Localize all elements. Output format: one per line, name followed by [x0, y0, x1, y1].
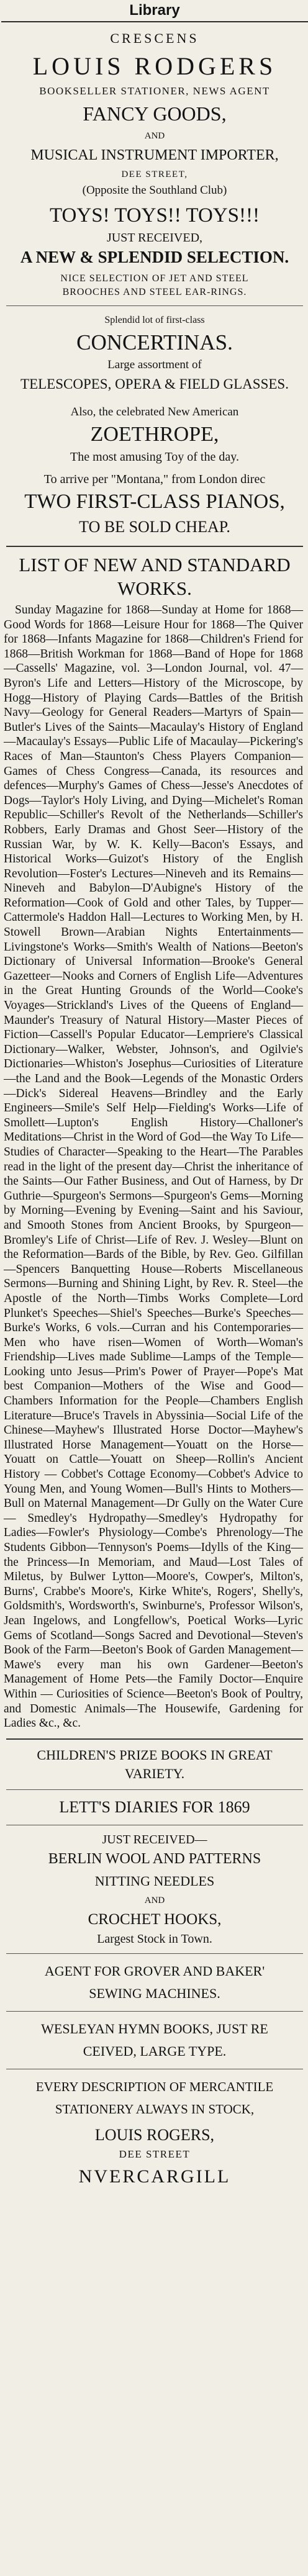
zoethrope-line: ZOETHROPE,: [90, 423, 219, 446]
wesleyan-line-1: WESLEYAN HYMN BOOKS, JUST RE: [41, 2020, 268, 2036]
list-heading-1: LIST OF NEW AND STANDARD: [19, 554, 291, 576]
rogers-name: LOUIS ROGERS,: [94, 2125, 215, 2144]
rogers-town: NVERCARGILL: [78, 2166, 231, 2187]
concertinas-line: CONCERTINAS.: [76, 330, 233, 355]
jet-line-2: BROOCHES AND STEEL EAR-RINGS.: [62, 287, 247, 297]
large-assortment-line: Large assortment of: [107, 358, 202, 371]
selection-line: A NEW & SPLENDID SELECTION.: [20, 248, 289, 266]
berlin-line: BERLIN WOOL AND PATTERNS: [48, 1850, 261, 1867]
opposite-line: (Opposite the Southland Club): [82, 184, 227, 197]
works-list: [1, 553, 308, 1731]
advertiser-name: LOUIS RODGERS: [32, 52, 277, 80]
arrive-line: To arrive per "Montana," from London direc: [43, 472, 266, 486]
splendid-line: Splendid lot of first-class: [104, 315, 205, 325]
fancy-goods-line: FANCY GOODS,: [83, 102, 227, 125]
and-line: AND: [144, 131, 165, 141]
every-line-1: EVERY DESCRIPTION OF MERCANTILE: [35, 2079, 274, 2094]
knitting-line: NITTING NEEDLES: [94, 1873, 215, 1889]
library-header-bar: [1, 0, 308, 22]
agent-line-2: SEWING MACHINES.: [89, 1985, 220, 2001]
divider: [6, 1789, 303, 1790]
ad-heading: CRESCENS: [110, 30, 199, 46]
advertiser-trade: BOOKSELLER STATIONER, NEWS AGENT: [39, 85, 270, 97]
jet-line-1: NICE SELECTION OF JET AND STEEL: [60, 273, 249, 284]
wesleyan-line-2: CEIVED, LARGE TYPE.: [83, 2043, 227, 2059]
and-line: AND: [144, 1895, 165, 1905]
musical-importer-line: MUSICAL INSTRUMENT IMPORTER,: [30, 147, 279, 163]
works-list-body: Sunday Magazine for 1868—Sunday at Home for 1868—Good Words for 1868—Leisure Hour for 1868—The Quiver for 1868—Infants Magazine for 1868—Children's Friend for 1868—British Workman for 1868—Band of Hope for 1868—Cassells' Magazine, vol. 3—London Journal, vol. 47—Byron's Life and Letters—History of the Microscope, by Hogg—History of Playing Cards—Battles of the British Navy—Geology for General Readers—Martyrs of Spain—Butler's Lives of the Saints—Macaulay's History of England—Macaulay's Essays—Public Life of Macaulay—Pickering's Races of Man—Staunton's Chess Players Companion—Games of Chess Congress—Canada, its resources and defences—Murphy's Games of Chess—Jesse's Anecdotes of Dogs—Taylor's Holy Living, and Dying—Michelet's Roman Republic—Schiller's Revolt of the Netherlands—Schiller's Robbers, Early Dramas and Ghost Seer—History of the Russian War, by W. K. Kelly—Bacon's Essays, and Historical Works—Guizot's History of the English Revolution—Foster's Lectures—Nineveh and its Remains—Nineveh and Babylon—D'Aubigne's History of the Reformation—Cook of Gold and other Tales, by Tupper—Cattermole's Haddon Hall—Lectures to Working Men, by H. Stowell Brown—Arabian Nights Entertainments—Livingstone's Works—Smith's Wealth of Nations—Beeton's Dictionary of Universal Information—Brooke's General Gazetteer—Nooks and Corners of English Life—Adventures in the Great Hunting Grounds of the World—Cooke's Voyages—Strickland's Lives of the Queens of England—Maunder's Treasury of Natural History—Master Pieces of Fiction—Cassell's Popular Educator—Lempriere's Classical Dictionary—Walker, Webster, Johnson's, and Ogilvie's Dictionaries—Whiston's Josephus—Curiosities of Literature—the Land and the Book—Legends of the Monastic Orders—Dick's Sidereal Heavens—Brindley and the Early Engineers—Smile's Self Help—Fielding's Works—Life of Smollett—Lupton's English History—Challoner's Meditations—Christ in the Word of God—the Way To Life—Studies of Character—Speaking to the Heart—The Parables read in the light of the present day—Christ the inheritance of the Saints—Our Father Business, and Out of Harness, by Dr Guthrie—Spurgeon's Sermons—Spurgeon's Gems—Morning by Morning—Evening by Evening—Saint and his Saviour, and Smooth Stones from Ancient Brooks, by Spurgeon—Bromley's Life of Christ—Life of Rev. J. Wesley—Blunt on the Reformation—Bards of the Bible, by Rev. Geo. Gilfillan—Spencers Banquetting House—Roberts Miscellaneous Sermons—Burning and Shining Light, by Rev. R. Steel—the Apostle of the North—Timbs Works Complete—Lord Plunket's Speeches—Shiel's Speeches—Burke's Speeches—Burke's Works, 6 vols.—Curran and his Contemporaries—Men who have risen—Women of Worth—Woman's Friendship—Lives made Sublime—Lamps of the Temple—Looking unto Jesus—Prim's Power of Prayer—Pope's Mat best Companion—Mothers of the Wise and Good—Chambers Information for the People—Chambers English Literature—Bruce's Travels in Abyssinia—Social Life of the Chinese—Mayhew's Illustrated Horse Doctor—Mayhew's Illustrated Horse Management—Youatt on the Horse—Youatt on Cattle—Youatt on Sheep—Rollin's Ancient History — Cobbet's Cottage Economy—Cobbet's Advice to Young Men, and Young Women—Bull's Hints to Mothers—Bull on Maternal Management—Dr Gully on the Water Cure — Smedley's Hydropathy—Smedley's Hydropathy for Ladies—Fowler's Physiology—Combe's Phrenology—The Students Gibbon—Tennyson's Poems—Idylls of the King—the Princess—In Memoriam, and Maud—Lost Tales of Miletus, by Bulwer Lytton—Moore's, Cowper's, Milton's, Burns', Crabbe's Moore's, Kirke White's, Rogers', Shelly's, Goldsmith's, Wordsworth's, Swinburne's, Professor Wilson's, Jean Ingelows, and Longfellow's, Poetical Works—Lyric Gems of Scotland—Songs Sacred and Devotional—Steven's Book of the Farm—Beeton's Book of Garden Management—Mawe's every man his own Gardener—Beeton's Management of Home Pets—the Family Doctor—Enquire Within — Curiosities of Science—Beeton's Book of Poultry, and Domestic Animals—The Housewife, Gardening for Ladies &c., &c.: [4, 603, 303, 1730]
divider: [6, 1953, 303, 1954]
largest-stock-line: Largest Stock in Town.: [97, 1932, 212, 1946]
divider: [6, 546, 303, 547]
rogers-street: DEE STREET: [119, 2148, 191, 2160]
divider: [6, 2011, 303, 2012]
section-label: Library: [129, 2, 180, 19]
crochet-line: CROCHET HOOKS,: [88, 1910, 222, 1928]
children-line-2: VARIETY.: [124, 1765, 185, 1781]
agent-line-1: AGENT FOR GROVER AND BAKER': [44, 1963, 265, 1979]
also-line: Also, the celebrated New American: [70, 405, 239, 418]
telescopes-line: TELESCOPES, OPERA & FIELD GLASSES.: [20, 376, 289, 392]
divider: [6, 305, 303, 306]
sold-line: TO BE SOLD CHEAP.: [79, 518, 230, 536]
divider: [6, 1738, 303, 1740]
just-received-line: JUST RECEIVED,: [106, 231, 203, 245]
toys-line: TOYS! TOYS!! TOYS!!!: [50, 204, 260, 227]
list-heading-2: WORKS.: [117, 577, 192, 599]
children-line-1: CHILDREN'S PRIZE BOOKS IN GREAT: [37, 1747, 273, 1763]
rodgers-advertisement: [1, 27, 308, 538]
just-received-line: JUST RECEIVED—: [102, 1832, 207, 1846]
letts-line: LETT'S DIARIES FOR 1869: [59, 1797, 250, 1816]
zoethrope-desc: The most amusing Toy of the day.: [70, 450, 239, 464]
street-line: DEE STREET,: [121, 169, 188, 179]
rogers-advertisement: [1, 1746, 308, 2191]
pianos-line: TWO FIRST-CLASS PIANOS,: [24, 490, 285, 513]
every-line-2: STATIONERY ALWAYS IN STOCK,: [55, 2101, 255, 2117]
